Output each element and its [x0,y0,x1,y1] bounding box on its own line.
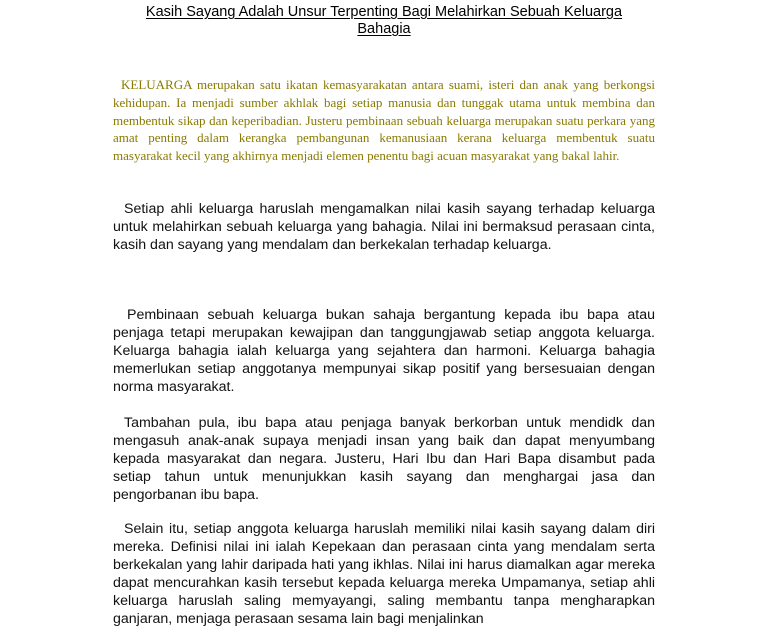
document-title: Kasih Sayang Adalah Unsur Terpenting Bagi Melahirkan Sebuah Keluarga Bahagia [145,4,623,37]
paragraph-intro: KELUARGA merupakan satu ikatan kemasyarakatan antara suami, isteri dan anak yang berkongsi kehidupan. Ia menjadi sumber akhlak bagi setiap manusia dan tunggak utama untuk membina dan membentuk sikap dan keperibadian. Justeru pembinaan sebuah keluarga merupakan suatu perkara yang amat penting dalam kerangka pembangunan kemanusiaan kerana keluarga membentuk suatu masyarakat kecil yang akhirnya menjadi elemen penentu bagi acuan masyarakat yang bakal lahir. [113,77,655,164]
paragraph-3: Pembinaan sebuah keluarga bukan sahaja bergantung kepada ibu bapa atau penjaga tetapi merupakan kewajipan dan tanggungjawab setiap anggota keluarga. Keluarga bahagia ialah keluarga yang sejahtera dan harmoni. Keluarga bahagia memerlukan setiap anggotanya mempunyai sikap positif yang bersesuaian dengan norma masyarakat. [113,307,655,395]
paragraph-2: Setiap ahli keluarga haruslah mengamalkan nilai kasih sayang terhadap keluarga untuk melahirkan sebuah keluarga yang bahagia. Nilai ini bermaksud perasaan cinta, kasih dan sayang yang mendalam dan berkekalan terhadap keluarga. [113,201,655,253]
paragraph-5: Selain itu, setiap anggota keluarga haruslah memiliki nilai kasih sayang dalam diri mereka. Definisi nilai ini ialah Kepekaan dan perasaan cinta yang mendalam serta berkekalan yang lahir daripada hati yang ikhlas. Nilai ini harus diamalkan agar mereka dapat mencurahkan kasih tersebut kepada keluarga mereka Umpamanya, setiap ahli keluarga haruslah saling memyayangi, saling membantu tanpa mengharapkan ganjaran, menjaga perasaan sesama lain bagi menjalinkan [113,521,655,627]
paragraph-4: Tambahan pula, ibu bapa atau penjaga banyak berkorban untuk mendidk dan mengasuh anak-anak supaya menjadi insan yang baik dan dapat menyumbang kepada masyarakat dan negara. Justeru, Hari Ibu dan Hari Bapa disambut pada setiap tahun untuk menunjukkan kasih sayang dan menghargai jasa dan pengorbanan ibu bapa. [113,415,655,503]
